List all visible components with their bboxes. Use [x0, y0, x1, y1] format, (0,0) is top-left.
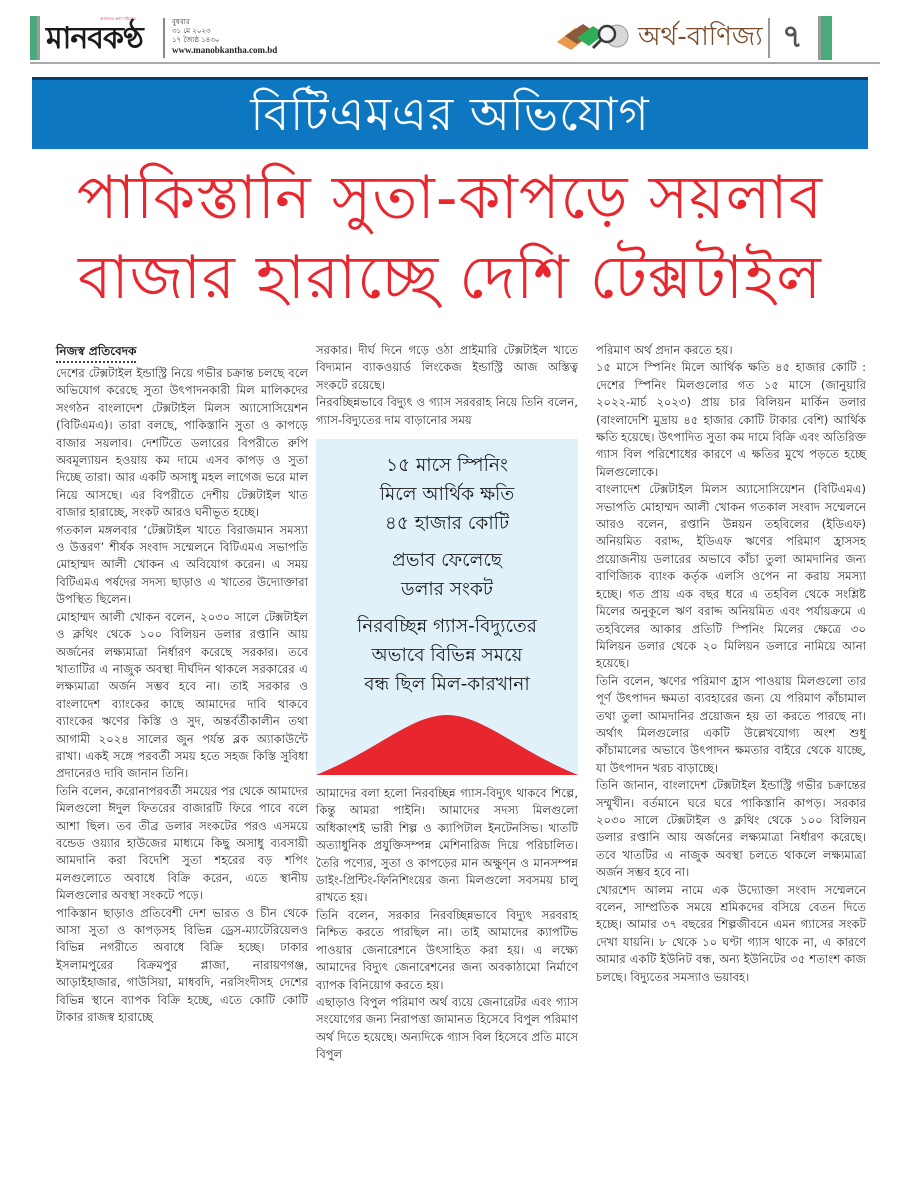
red-mound-decoration: [316, 711, 578, 775]
paragraph: নিরবচ্ছিন্নভাবে বিদ্যুৎ ও গ্যাস সরবরাহ নিয়ে তিনি বলেন, গ্যাস-বিদ্যুতের দাম বাড়ানোর সময়: [316, 395, 578, 427]
byline: নিজস্ব প্রতিবেদক: [56, 342, 136, 363]
money-magnifier-icon: [555, 20, 635, 54]
masthead-divider: [768, 18, 770, 58]
kicker-text: বিটিএমএর অভিযোগ: [250, 87, 650, 141]
issue-date-gregorian: ৩১ মে ২০২৩: [172, 27, 211, 35]
paragraph: গতকাল মঙ্গলবার ‘টেক্সটাইল খাতে বিরাজমান সমস্যা ও উত্তরণ’ শীর্ষক সংবাদ সম্মেলনে বিটিএমএ সভাপতি মোহাম্মদ আলী খোকন এ অবিযোগ করেন। এ সময় বিটিএমএ পর্ষদের সদস্য ছাড়াও এ খাতের উদ্যোক্তারা উপস্থিত ছিলেন।: [56, 522, 308, 607]
page-number: ৭: [782, 17, 803, 55]
brand-bar-right: [818, 16, 832, 60]
paragraph: বাংলাদেশ টেক্সটাইল মিলস অ্যাসোসিয়েশন (বিটিএমএ) সভাপতি মোহাম্মদ আলী খোকন গতকাল সংবাদ সম্মেলনে আরও বলেন, রপ্তানি উন্নয়ন তহবিলের (ইডিএফ) অনিয়মিত বরাদ্দ, ইডিএফ ঋণের পরিমাণ হ্রাসসহ প্রয়োজনীয় ডলারের অভাবে কাঁচা তুলা আমদানির জন্য বাণিজ্যিক ব্যাংক কর্তৃক এলসি ওপেন না করায় সমস্যা হচ্ছে। গত প্রায় এক বছর ধরে এ তহবিল থেকে সংশ্লিষ্ট মিলের অনুকূলে ঋণ বরাদ্দ অনিয়মিত এবং পর্যায়ক্রমে এ তহবিলের আকার প্রতিটি স্পিনিং মিলের ক্ষেত্রে ৩০ মিলিয়ন ডলার থেকে ২০ মিলিয়ন ডলারে নামিয়ে আনা হয়েছে।: [596, 482, 866, 671]
headline: [32, 158, 868, 318]
pull-quote-group-1: [316, 439, 578, 538]
pull-quote-group-3: [316, 612, 578, 699]
pull-quote-line: ১৫ মাসে স্পিনিং: [386, 455, 508, 477]
masthead-rule: [30, 62, 880, 64]
pull-quote-line: ৪৫ হাজার কোটি: [384, 513, 510, 535]
paragraph: তিনি বলেন, ঋণের পরিমাণ হ্রাস পাওয়ায় মিলগুলো তার পূর্ণ উৎপাদন ক্ষমতা ব্যবহারের জন্য যে পরিমাণ কাঁচামাল তথা তুলা আমদানির প্রয়োজন হয় তা করতে পারছে না। অর্থাৎ মিলগুলোর একটি উল্লেখযোগ্য অংশ শুধু কাঁচামালের অভাবে উৎপাদন ক্ষমতার বাইরে থেকে যাচ্ছে, যা উৎপাদন খরচ বাড়াচ্ছে।: [596, 673, 866, 775]
paragraph: তিনি বলেন, সরকার নিরবচ্ছিন্নভাবে বিদ্যুৎ সরবরাহ নিশ্চিত করতে পারছিল না। তাই আমাদের ক্যাপটিভ পাওয়ার জেনারেশনে উৎসাহিত করা হয়। এ লক্ষ্যে আমাদের বিদ্যুৎ জেনারেশনের জন্য অবকাঠামো নির্মাণে ব্যাপক বিনিয়োগ করতে হয়।: [316, 907, 578, 992]
paragraph: খোরশেদ আলম নামে এক উদ্যোক্তা সংবাদ সম্মেলনে বলেন, সাম্প্রতিক সময়ে শ্রমিকদের বসিয়ে বেতন দিতে হচ্ছে। আমার ৩৭ বছরের শিল্পজীবনে এমন গ্যাসের সংকট দেখা যায়নি। ৮ থেকে ১০ ঘণ্টা গ্যাস থাকে না, এ কারণে আমার একটি ইউনিট বন্ধ, অন্য ইউনিটের ৩৫ শতাংশ কাজ চলছে। বিদ্যুতের সমস্যাও ভয়াবহ।: [596, 882, 866, 984]
logo-tagline: আমাদের কথা পাঠকের: [100, 16, 136, 21]
article-column-3: [596, 342, 866, 986]
paragraph: পরিমাণ অর্থ প্রদান করতে হয়।: [596, 343, 733, 357]
pull-quote-line: নিরবচ্ছিন্ন গ্যাস-বিদ্যুতের: [357, 616, 537, 638]
pull-quote-group-2: [316, 546, 578, 604]
headline-line-1: পাকিস্তানি সুতা-কাপড়ে সয়লাব: [76, 163, 824, 233]
paragraph: আমাদের বলা হলো নিরবচ্ছিন্ন গ্যাস-বিদ্যুৎ থাকবে শিল্পে, কিন্তু আমরা পাইনি। আমাদের সদস্য মিলগুলো অধিকাংশই ভারী শিল্প ও ক্যাপিটাল ইনটেনসিভ। খাতটি অত্যাধুনিক প্রযুক্তিসম্পন্ন মেশিনারিজ দিয়ে পরিচালিত। তৈরি পণ্যের, সুতা ও কাপড়ের মান অক্ষুণ্ন ও মানসম্পন্ন ডাইং-প্রিন্টিং-ফিনিশিংয়ের জন্য মিলগুলো সবসময় চালু রাখতে হয়।: [316, 786, 578, 905]
paragraph: তিনি জানান, বাংলাদেশ টেক্সটাইল ইন্ডাস্ট্রি গভীর চক্রান্তের সম্মুখীন। বর্তমানে ঘরে ঘরে পাকিস্তানি কাপড়। সরকার ২০৩০ সালে টেক্সটাইল ও ক্লথিং থেকে ১০০ বিলিয়ন ডলার রপ্তানি আয় অর্জনের লক্ষ্যমাত্রা নির্ধারণ করেছে। তবে খাতটির এ নাজুক অবস্থা চলতে থাকলে লক্ষ্যমাত্রা অর্জন সম্ভব হবে না।: [596, 778, 866, 880]
paragraph: দেশের টেক্সটাইল ইন্ডাস্ট্রি নিয়ে গভীর চক্রান্ত চলছে বলে অভিযোগ করেছে সুতা উৎপাদনকারী মিল মালিকদের সংগঠন বাংলাদেশ টেক্সটাইল মিলস অ্যাসোসিয়েশন (বিটিএমএ)। তারা বলছে, পাকিস্তানি সুতা ও কাপড়ে বাজার সয়লাব। দেশটিতে ডলারের বিপরীতে রুপি অবমূল্যায়ন হওয়ায় কম দামে এসব কাপড় ও সুতা দিচ্ছে তারা। আর একটি অসাধু মহল লাগেজ ভরে মাল নিয়ে আসছে। এর বিপরীতে দেশীয় টেক্সটাইল খাত বাজার হারাচ্ছে, সংকট আরও ঘনীভূত হচ্ছে।: [56, 366, 308, 520]
pull-quote-box: [316, 439, 578, 775]
kicker-banner: [32, 77, 868, 149]
masthead-divider: [163, 18, 165, 58]
newspaper-logo[interactable]: মানবকণ্ঠ: [46, 21, 143, 56]
website-link[interactable]: www.manobkantha.com.bd: [172, 45, 278, 55]
headline-line-2: বাজার হারাচ্ছে দেশি টেক্সটাইল: [78, 243, 822, 313]
article-column-1: [56, 342, 308, 1026]
paragraph: এছাড়াও বিপুল পরিমাণ অর্থ ব্যয়ে জেনারেটর এবং গ্যাস সংযোগের জন্য নিরাপত্তা জামানত হিসেবে বিপুল পরিমাণ অর্থ দিতে হয়েছে। অন্যদিকে গ্যাস বিল হিসেবে প্রতি মাসে বিপুল: [316, 994, 578, 1062]
paragraph: পাকিস্তান ছাড়াও প্রতিবেশী দেশ ভারত ও চীন থেকে আসা সুতা ও কাপড়সহ বিভিন্ন ড্রেস-ম্যাটেরিয়েলও বিভিন্ন নগরীতে অবাধে বিক্রি হচ্ছে। ঢাকার ইসলামপুরের বিক্রমপুর প্লাজা, নারায়ণগঞ্জ, আড়াইহাজার, গাউসিয়া, মাধবদি, নরসিংদীসহ দেশের বিভিন্ন স্থানে ব্যাপক বিক্রি হচ্ছে, এতে কোটি কোটি টাকার রাজস্ব হারাচ্ছে: [56, 905, 308, 1025]
pull-quote-line: প্রভাব ফেলেছে: [391, 550, 503, 572]
paragraph: সরকার। দীর্ঘ দিনে গড়ে ওঠা প্রাইমারি টেক্সটাইল খাতে বিদ্যমান ব্যাকওয়ার্ড লিংকেজ ইন্ডাস্ট্রি আজ অস্তিত্ব সংকটে রয়েছে।: [316, 343, 578, 392]
pull-quote-line: মিলে আর্থিক ক্ষতি: [379, 484, 515, 506]
pull-quote-line: বন্ধ ছিল মিল-কারখানা: [364, 674, 530, 696]
masthead: [0, 0, 898, 70]
paragraph: মোহাম্মদ আলী খোকন বলেন, ২০৩০ সালে টেক্সটাইল ও ক্লথিং থেকে ১০০ বিলিয়ন ডলার রপ্তানি আয় অর্জনের লক্ষ্যমাত্রা নির্ধারণ করেছে সরকার। তবে খাতাটির এ নাজুক অবস্থা দীর্ঘদিন থাকলে সরকারের এ লক্ষ্যমাত্রা অর্জন সম্ভব হবে না। তাই সরকার ও বাংলাদেশ ব্যাংকের কাছে আমাদের দাবি থাকবে ব্যাংকের ঋণের কিস্তি ও সুদ, অন্তর্বর্তীকালীন তথা আগামী ২০২৪ সালের জুন পর্যন্ত ব্লক অ্যাকাউন্টে রাখা। একই সঙ্গে পরবর্তী সময় হতে সহজ কিস্তি সুবিধা প্রদানেরও দাবি জানান তিনি।: [56, 609, 308, 781]
issue-day: বুধবার: [172, 18, 190, 26]
article-column-2: [316, 342, 578, 1064]
brand-bar-left: [30, 16, 40, 60]
pull-quote-line: ডলার সংকট: [400, 579, 494, 601]
issue-date-bangla: ১৭ জ্যৈষ্ঠ ১৪৩০: [172, 36, 220, 44]
paragraph: ১৫ মাসে স্পিনিং মিলে আর্থিক ক্ষতি ৪৫ হাজার কোটি : দেশের স্পিনিং মিলগুলোর গত ১৫ মাসে (জানুয়ারি ২০২২-মার্চ ২০২৩) প্রায় চার বিলিয়ন মার্কিন ডলার (বাংলাদেশি মুদ্রায় ৪৫ হাজার কোটি টাকার বেশি) আর্থিক ক্ষতি হয়েছে। উৎপাদিত সুতা কম দামে বিক্রি এবং অতিরিক্ত গ্যাস বিল পরিশোধের কারণে এ ক্ষতির মুখে পড়তে হচ্ছে মিলগুলোকে।: [596, 360, 866, 479]
pull-quote-line: অভাবে বিভিন্ন সময়ে: [371, 645, 523, 667]
paragraph: তিনি বলেন, করোনাপরবর্তী সময়ের পর থেকে আমাদের মিলগুলো ঈদুল ফিতরের বাজারটি ফিরে পাবে বলে আশা ছিল। তব তীব্র ডলার সংকটের পরও এসময়ে বন্ডেড ওয়্যার হাউজের মাধ্যমে কিছু অসাধু ব্যবসায়ী আমদানি করা বিদেশি সুতা শহরের বড় শপিং মলগুলোতে অবাধে বিক্রি করেন, এতে স্থানীয় মিলগুলোর অবস্থা সংকটে পড়ে।: [56, 783, 308, 903]
section-title: অর্থ-বাণিজ্য: [638, 22, 763, 52]
issue-info: [172, 18, 277, 56]
